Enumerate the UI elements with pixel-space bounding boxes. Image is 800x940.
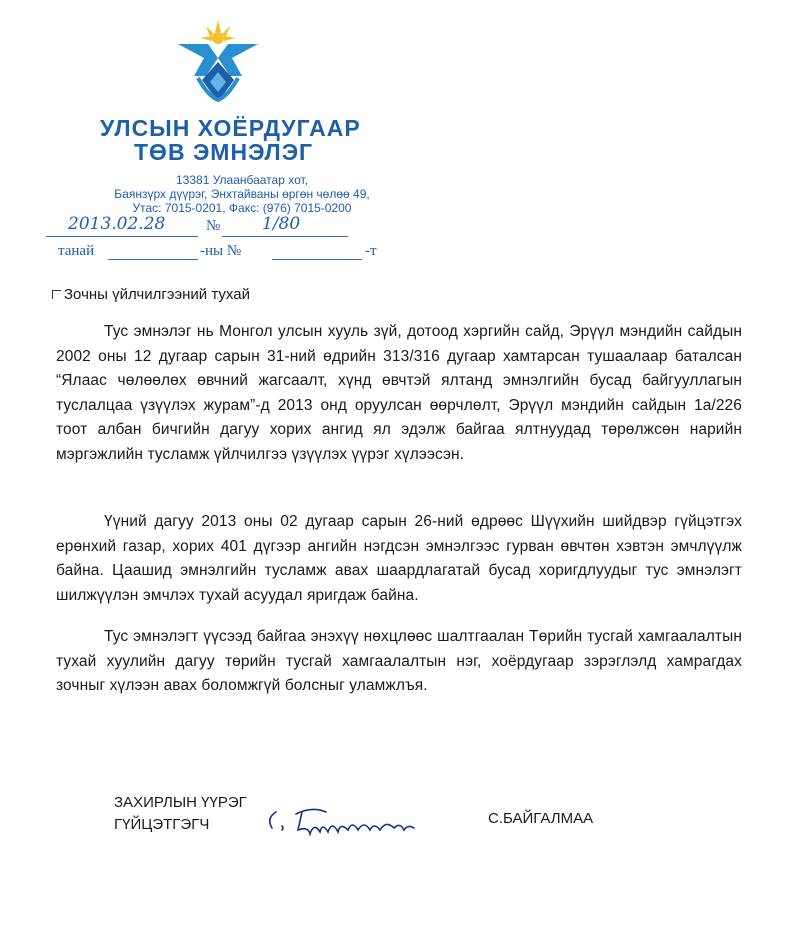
hospital-logo-icon — [168, 14, 268, 106]
address-line2: Баянзүрх дүүрэг, Энхтайваны өргөн чөлөө 49, — [114, 187, 370, 201]
subject-title: Зочны үйлчилгээний тухай — [64, 286, 250, 303]
number-underline — [222, 236, 348, 237]
address-line3: Утас: 7015-0201, Факс: (976) 7015-0200 — [132, 201, 352, 215]
to-underline — [108, 259, 198, 260]
org-name-line1: УЛСЫН ХОЁРДУГААР — [100, 115, 361, 141]
subject-bracket — [52, 290, 61, 299]
body-paragraph-3: Тус эмнэлэгт үүсээд байгаа энэхүү нөхцлөөс шалтгаалан Төрийн тусгай хамгаалалтын тухай хуулийн дагуу төрийн тусгай хамгаалалтын нэг, хоёрдугаар зэрэглэлд хамрагдах зочныг хүлээн авах боломжгүй болсныг уламжлъя. — [56, 628, 742, 695]
of-underline — [272, 259, 362, 260]
reference-number: 1/80 — [262, 214, 301, 234]
signatory-title-line2: ГҮЙЦЭТГЭГЧ — [114, 816, 210, 833]
signatory-title-line1: ЗАХИРЛЫН ҮҮРЭГ — [114, 794, 247, 811]
number-sign: № — [206, 218, 221, 234]
reference-date: 2013.02.28 — [68, 214, 166, 234]
org-name-line2: ТӨВ ЭМНЭЛЭГ — [134, 139, 314, 165]
signatory-name: С.БАЙГАЛМАА — [488, 810, 594, 827]
body-paragraph-1: Тус эмнэлэг нь Монгол улсын хууль зүй, дотоод хэргийн сайд, Эрүүл мэндийн сайдын 2002 оны 12 дугаар сарын 31-ний өдрийн 313/316 дугаар хамтарсан тушаалаар баталсан “Ялаас чөлөөлөх өвчний жагсаалт, хүнд өвчтэй ялтанд эмнэлгийн бусад байгууллагын туслалцаа үзүүлэх журам”-д 2013 онд оруулсан өөрчлөлт, Эрүүл мэндийн сайдын 1а/226 тоот албан бичгийн дагуу хорих ангид ял эдэлж байгаа ялтнуудад төрөлжсөн нарийн мэргэжлийн тусламж үйлчилгээ үзүүлэх үүрэг хүлээсэн. — [56, 323, 742, 463]
handwritten-signature — [262, 800, 462, 840]
to-label: танай — [58, 243, 95, 259]
suffix-label: -т — [365, 243, 377, 259]
date-underline — [46, 236, 198, 237]
body-paragraph-2: Үүний дагуу 2013 оны 02 дугаар сарын 26-ний өдрөөс Шүүхийн шийдвэр гүйцэтгэх ерөнхий газар, хорих 401 дүгээр ангийн нэгдсэн эмнэлгээс гурван өвчтөн хэвтэн эмчлүүлж байна. Цаашид эмнэлгийн тусламж авах шаардлагатай бусад хоригдлуудыг тус эмнэлэгт шилжүүлэн эмчлэх тухай асуудал яригдаж байна. — [56, 513, 742, 604]
of-label: -ны № — [200, 243, 242, 259]
address-line1: 13381 Улаанбаатар хот, — [176, 173, 308, 187]
